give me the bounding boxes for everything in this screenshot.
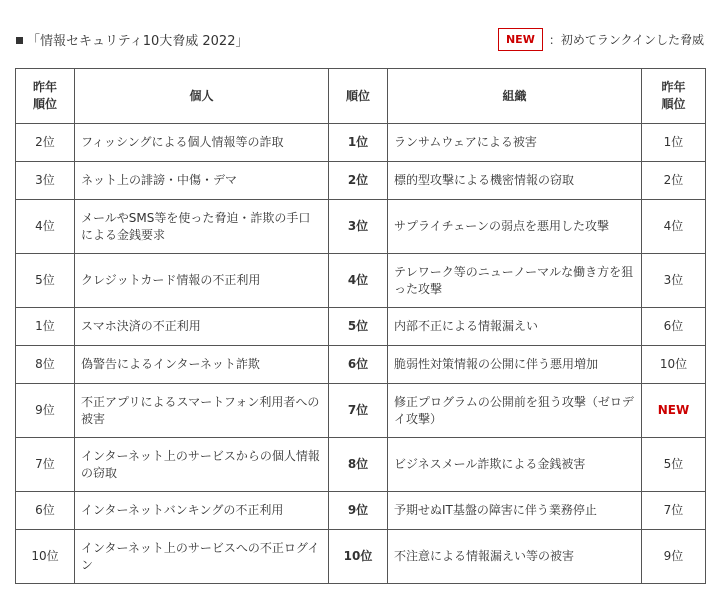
caption-text: 「情報セキュリティ10大脅威 2022」	[27, 34, 249, 49]
header-organization: 組織	[388, 69, 642, 124]
rank: 5位	[329, 308, 388, 346]
header-prev-rank-org: 昨年 順位	[642, 69, 706, 124]
organization-prev-rank: 3位	[642, 254, 706, 308]
personal-threat: インターネット上のサービスからの個人情報の窃取	[75, 438, 329, 492]
personal-prev-rank: 5位	[16, 254, 75, 308]
rank: 7位	[329, 384, 388, 438]
table-row	[16, 162, 706, 200]
personal-threat: フィッシングによる個人情報等の詐取	[75, 124, 329, 162]
organization-prev-rank: 7位	[642, 492, 706, 530]
header-row	[16, 69, 706, 124]
organization-threat: ランサムウェアによる被害	[388, 124, 642, 162]
organization-threat: 修正プログラムの公開前を狙う攻撃（ゼロデイ攻撃）	[388, 384, 642, 438]
organization-prev-rank: 1位	[642, 124, 706, 162]
personal-prev-rank: 4位	[16, 200, 75, 254]
table-row	[16, 492, 706, 530]
table-row	[16, 384, 706, 438]
header-prev-rank-personal: 昨年 順位	[16, 69, 75, 124]
organization-threat: 脆弱性対策情報の公開に伴う悪用増加	[388, 346, 642, 384]
rank: 10位	[329, 530, 388, 584]
organization-new-badge: NEW	[642, 384, 706, 438]
organization-threat: テレワーク等のニューノーマルな働き方を狙った攻撃	[388, 254, 642, 308]
threat-ranking-table	[15, 68, 706, 584]
personal-threat: インターネット上のサービスへの不正ログイン	[75, 530, 329, 584]
organization-threat: ビジネスメール詐欺による金銭被害	[388, 438, 642, 492]
personal-threat: メールやSMS等を使った脅迫・詐欺の手口による金銭要求	[75, 200, 329, 254]
personal-threat: ネット上の誹謗・中傷・デマ	[75, 162, 329, 200]
rank: 3位	[329, 200, 388, 254]
square-bullet-icon	[16, 37, 23, 44]
personal-threat: 不正アプリによるスマートフォン利用者への被害	[75, 384, 329, 438]
personal-threat: クレジットカード情報の不正利用	[75, 254, 329, 308]
table-row	[16, 346, 706, 384]
table-row	[16, 438, 706, 492]
personal-prev-rank: 9位	[16, 384, 75, 438]
organization-prev-rank: 4位	[642, 200, 706, 254]
personal-prev-rank: 1位	[16, 308, 75, 346]
personal-threat: スマホ決済の不正利用	[75, 308, 329, 346]
organization-threat: 不注意による情報漏えい等の被害	[388, 530, 642, 584]
organization-threat: 内部不正による情報漏えい	[388, 308, 642, 346]
personal-prev-rank: 2位	[16, 124, 75, 162]
organization-threat: サプライチェーンの弱点を悪用した攻撃	[388, 200, 642, 254]
organization-prev-rank: 6位	[642, 308, 706, 346]
rank: 1位	[329, 124, 388, 162]
personal-prev-rank: 3位	[16, 162, 75, 200]
personal-threat: インターネットバンキングの不正利用	[75, 492, 329, 530]
organization-prev-rank: 9位	[642, 530, 706, 584]
rank: 9位	[329, 492, 388, 530]
personal-prev-rank: 7位	[16, 438, 75, 492]
organization-threat: 標的型攻撃による機密情報の窃取	[388, 162, 642, 200]
table-row	[16, 308, 706, 346]
table-row	[16, 124, 706, 162]
new-badge: NEW	[498, 28, 543, 51]
table-row	[16, 200, 706, 254]
personal-threat: 偽警告によるインターネット詐欺	[75, 346, 329, 384]
organization-threat: 予期せぬIT基盤の障害に伴う業務停止	[388, 492, 642, 530]
rank: 2位	[329, 162, 388, 200]
personal-prev-rank: 6位	[16, 492, 75, 530]
personal-prev-rank: 8位	[16, 346, 75, 384]
legend-text: ：初めてランクインした脅威	[548, 33, 704, 47]
organization-prev-rank: 2位	[642, 162, 706, 200]
personal-prev-rank: 10位	[16, 530, 75, 584]
organization-prev-rank: 5位	[642, 438, 706, 492]
table-caption	[16, 30, 248, 49]
header-personal: 個人	[75, 69, 329, 124]
table-row	[16, 530, 706, 584]
legend	[498, 28, 704, 51]
organization-prev-rank: 10位	[642, 346, 706, 384]
header-rank: 順位	[329, 69, 388, 124]
table-row	[16, 254, 706, 308]
rank: 8位	[329, 438, 388, 492]
rank: 6位	[329, 346, 388, 384]
rank: 4位	[329, 254, 388, 308]
